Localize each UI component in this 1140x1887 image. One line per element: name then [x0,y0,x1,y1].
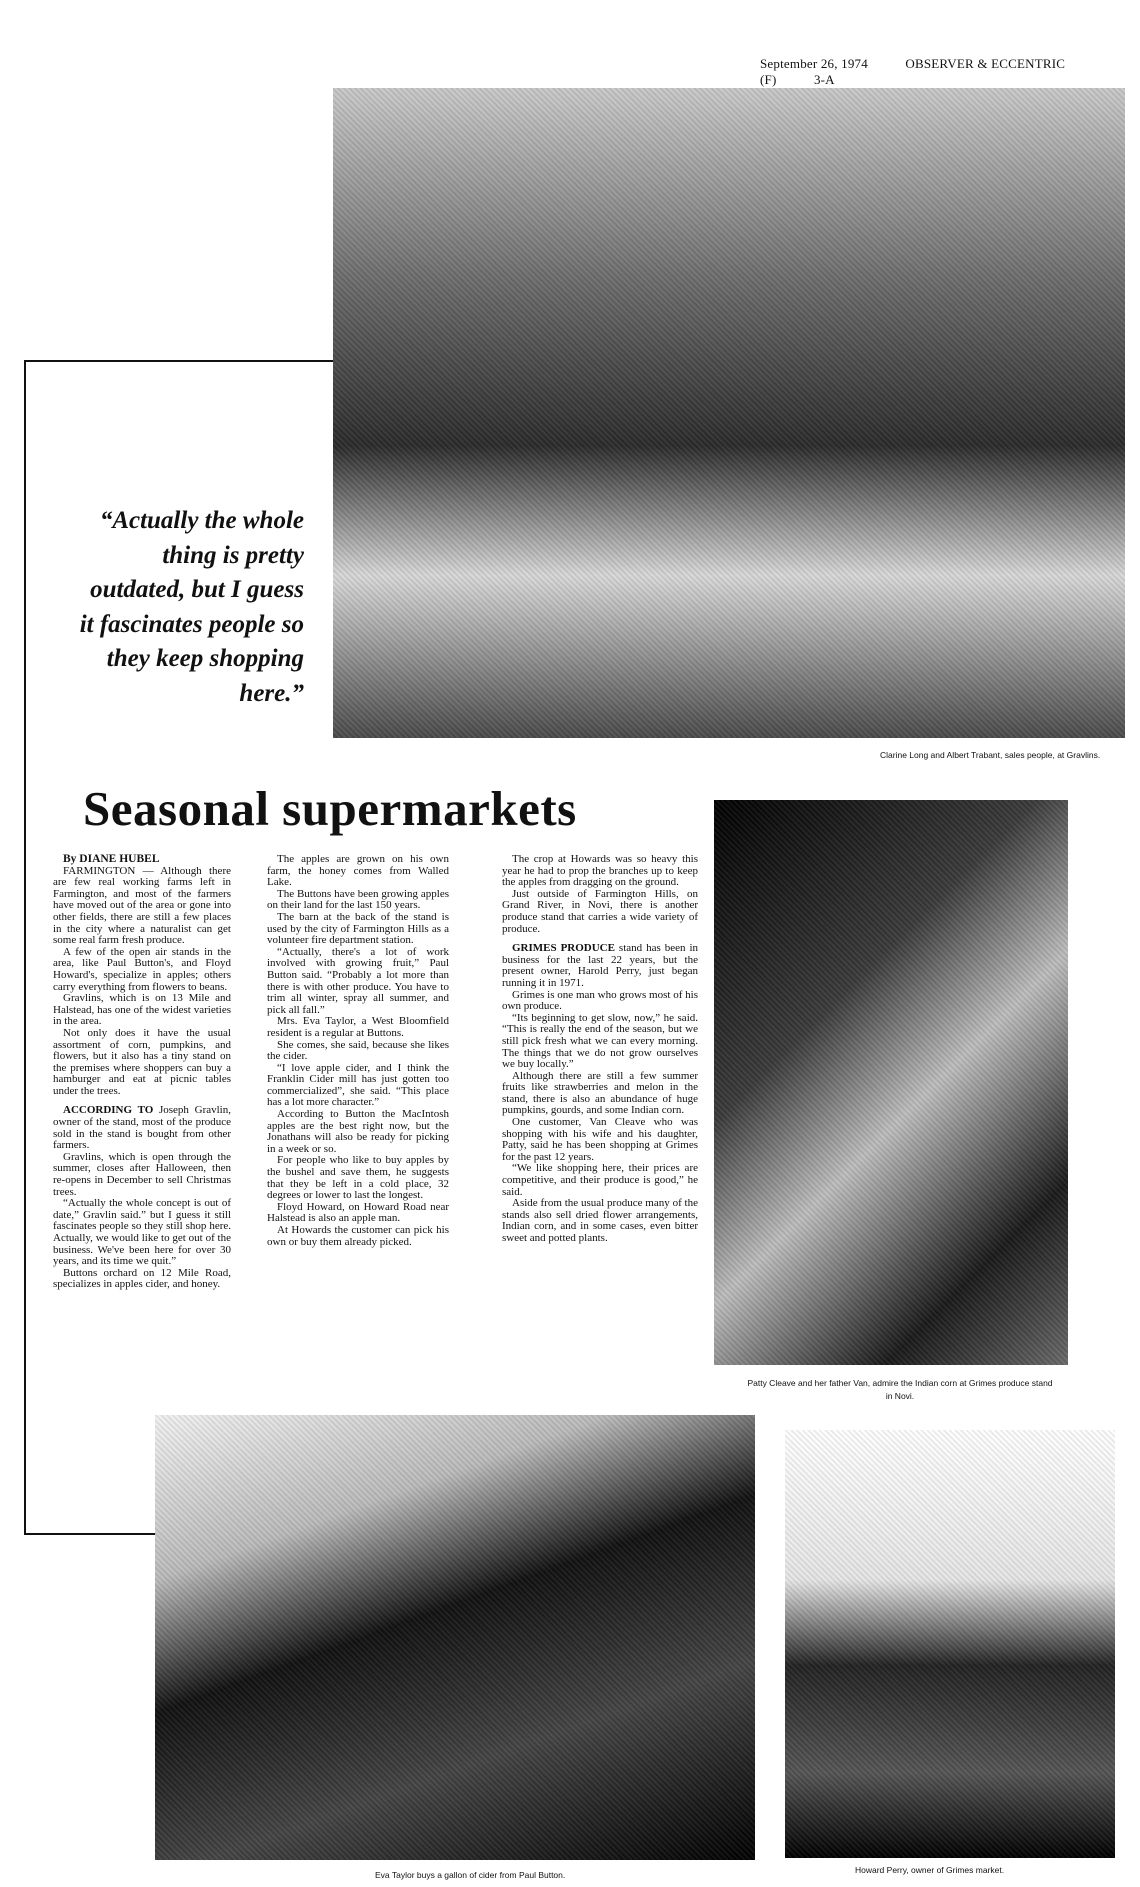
section-lead: GRIMES PRODUCE [512,942,615,955]
caption-grimes-owner: Howard Perry, owner of Grimes market. [855,1865,1005,1875]
paragraph: The barn at the back of the stand is used by the city of Farmington Hills as a volunteer fire department station. [267,910,449,947]
paragraph-text: Joseph Gravlin, owner of the stand, most of the produce sold in the stand is bought from other farmers. [53,1104,231,1152]
caption-gravlins: Clarine Long and Albert Trabant, sales people, at Gravlins. [880,750,1101,760]
paragraph: Grimes is one man who grows most of his own produce. [502,988,698,1013]
photo-indian-corn [714,800,1068,1365]
paragraph: Although there are still a few summer fruits like strawberries and melon in the stand, there is also an abundance of huge pumpkins, gourds, and some Indian corn. [502,1069,698,1117]
paragraph: For people who like to buy apples by the bushel and save them, he suggests that they be left in a cold place, 32 degrees or lower to last the longest. [267,1154,449,1202]
pullquote: “Actually the whole thing is pretty outdated, but I guess it fascinates people so they keep shopping here.” [79,507,304,707]
photo-cider-purchase [155,1415,755,1860]
paragraph: Mrs. Eva Taylor, a West Bloomfield resident is a regular at Buttons. [267,1015,449,1039]
paragraph-text: stand has been in business for the last 22 years, but the present owner, Harold Perry, just began running it in 1971. [502,942,698,989]
paragraph: Aside from the usual produce many of the stands also sell dried flower arrangements, Indian corn, and in some cases, even bitter sweet and potted plants. [502,1197,698,1244]
paragraph: “Actually, there's a lot of work involved with growing fruit,” Paul Button said. “Probably a lot more than there is with other produce. You have to trim all winter, spray all summer, and pick all fall.” [267,945,449,1016]
paragraph: FARMINGTON — Although there are few real working farms left in Farmington, and most of the farmers have moved out of the area or gone into other fields, there are still a few places in the city where a naturalist can get some real farm fresh produce. [53,864,231,947]
article-column-1 [53,854,231,1291]
byline: By DIANE HUBEL [63,853,160,865]
newspaper-name: OBSERVER & ECCENTRIC [905,56,1066,71]
article-column-2 [267,854,449,1248]
paragraph: “Its beginning to get slow, now,” he said. “This is really the end of the season, but we still pick fresh what we can every morning. The things that we do not grow ourselves we buy locally.” [502,1011,698,1071]
photo-gravlins-stand [333,88,1125,738]
paragraph: “We like shopping here, their prices are competitive, and their produce is good,” he said. [502,1162,698,1198]
caption-indian-corn: Patty Cleave and her father Van, admire the Indian corn at Grimes produce stand in Novi. [747,1378,1053,1401]
paragraph: A few of the open air stands in the area, like Paul Button's, and Floyd Howard's, specialize in apples; others carry everything from flowers to beans. [53,945,231,993]
frame-line-top [24,360,335,362]
paragraph: Gravlins, which is open through the summer, closes after Halloween, then re-opens in December to sell Christmas trees. [53,1150,231,1198]
paragraph: “Actually the whole concept is out of date,” Gravlin said.” but I guess it still fascinates people so they still shop here. Actually, we would like to get out of the business. We've been here for over 30 years, and its time we quit.” [53,1197,231,1268]
paragraph [53,1105,231,1151]
page-number: 3-A [813,72,835,87]
paragraph: The Buttons have been growing apples on their land for the last 150 years. [267,887,449,912]
issue-date: September 26, 1974 [760,56,868,71]
paragraph: According to Button the MacIntosh apples are the best right now, but the Jonathans will also be ready for picking in a week or so. [267,1108,449,1155]
paragraph: Gravlins, which is on 13 Mile and Halstead, has one of the widest varieties in the area. [53,992,231,1028]
caption-cider: Eva Taylor buys a gallon of cider from Paul Button. [375,1870,566,1880]
paragraph: Not only does it have the usual assortment of corn, pumpkins, and flowers, but it also has a tiny stand on the premises where shoppers can buy a hamburger and eat at picnic tables under the trees. [53,1026,231,1097]
paragraph: The apples are grown on his own farm, the honey comes from Walled Lake. [267,853,449,889]
paragraph: Just outside of Farmington Hills, on Grand River, in Novi, there is another produce stand that carries a wide variety of produce. [502,887,698,935]
article-column-3 [502,854,698,1245]
edition-marker: (F) [760,72,777,87]
paragraph: Buttons orchard on 12 Mile Road, specializes in apples cider, and honey. [53,1266,231,1291]
headline: Seasonal supermarkets [83,781,577,836]
paragraph: The crop at Howards was so heavy this year he had to prop the branches up to keep the apples from dragging on the ground. [502,853,698,889]
paragraph [502,943,698,989]
paragraph: “I love apple cider, and I think the Franklin Cider mill has just gotten too commercialized”, she said. “This place has a lot more character.” [267,1061,449,1109]
frame-line-bottom [24,1533,156,1535]
frame-line-left [24,360,26,1535]
paragraph: At Howards the customer can pick his own or buy them already picked. [267,1224,449,1248]
section-lead: ACCORDING TO [63,1104,154,1117]
paragraph: She comes, she said, because she likes the cider. [267,1038,449,1063]
paragraph: Floyd Howard, on Howard Road near Halstead is also an apple man. [267,1200,449,1225]
page-header [760,56,1140,88]
paragraph: One customer, Van Cleave who was shopping with his wife and his daughter, Patty, said he has been shopping at Grimes for the past 12 years. [502,1116,698,1163]
photo-grimes-owner [785,1430,1115,1858]
